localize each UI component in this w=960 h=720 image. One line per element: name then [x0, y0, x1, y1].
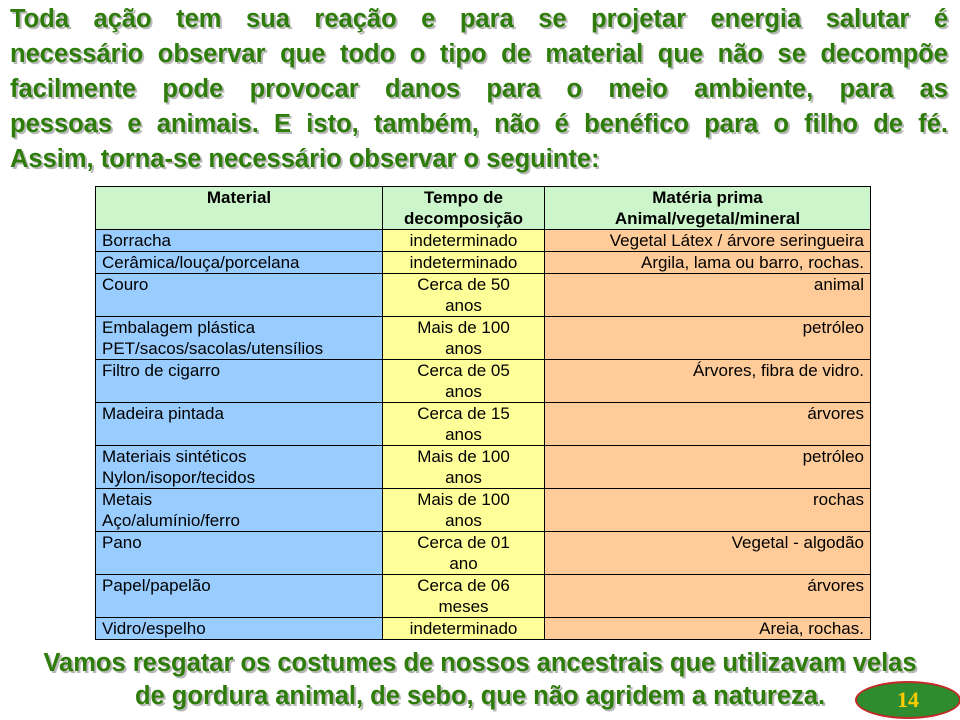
table-row [96, 317, 871, 360]
intro-paragraph [10, 2, 948, 177]
cell-tempo: indeterminado [383, 230, 545, 252]
table-row [96, 403, 871, 446]
table-row [96, 230, 871, 252]
cell-materia-prima: petróleo [545, 446, 871, 489]
table-row [96, 252, 871, 274]
cell-material: Materiais sintéticos Nylon/isopor/tecidos [96, 446, 383, 489]
cell-tempo: Cerca de 50 anos [383, 274, 545, 317]
intro-line: facilmente pode provocar danos para o meio ambiente, para as [10, 75, 948, 103]
cell-materia-prima: árvores [545, 403, 871, 446]
cell-material: Papel/papelão [96, 575, 383, 618]
cell-materia-prima: rochas [545, 489, 871, 532]
cell-materia-prima: árvores [545, 575, 871, 618]
cell-material: Borracha [96, 230, 383, 252]
cell-materia-prima: petróleo [545, 317, 871, 360]
closing-line-1: Vamos resgatar os costumes de nossos ancestrais que utilizavam velas [43, 649, 917, 677]
closing-paragraph [0, 647, 960, 713]
cell-materia-prima: Areia, rochas. [545, 618, 871, 640]
header-material: Material [96, 187, 383, 230]
cell-material: Cerâmica/louça/porcelana [96, 252, 383, 274]
cell-materia-prima: Árvores, fibra de vidro. [545, 360, 871, 403]
cell-tempo: Mais de 100 anos [383, 317, 545, 360]
table-row [96, 274, 871, 317]
cell-materia-prima: Argila, lama ou barro, rochas. [545, 252, 871, 274]
table-row [96, 618, 871, 640]
table-header-row [96, 187, 871, 230]
cell-materia-prima: animal [545, 274, 871, 317]
table-row [96, 575, 871, 618]
cell-materia-prima: Vegetal - algodão [545, 532, 871, 575]
intro-line: pessoas e animais. E isto, também, não é benéfico para o filho de fé. [10, 110, 948, 138]
cell-material: Pano [96, 532, 383, 575]
cell-tempo: indeterminado [383, 252, 545, 274]
cell-material: Filtro de cigarro [96, 360, 383, 403]
cell-tempo: indeterminado [383, 618, 545, 640]
table-row [96, 489, 871, 532]
cell-tempo: Mais de 100 anos [383, 446, 545, 489]
header-tempo: Tempo de decomposição [383, 187, 545, 230]
intro-line: Assim, torna-se necessário observar o seguinte: [10, 145, 600, 173]
intro-line: necessário observar que todo o tipo de material que não se decompõe [10, 40, 948, 68]
cell-material: Embalagem plástica PET/sacos/sacolas/utensílios [96, 317, 383, 360]
table-row [96, 532, 871, 575]
intro-line: Toda ação tem sua reação e para se projetar energia salutar é [10, 5, 948, 33]
cell-material: Madeira pintada [96, 403, 383, 446]
cell-material: Couro [96, 274, 383, 317]
cell-tempo: Cerca de 01 ano [383, 532, 545, 575]
cell-tempo: Cerca de 15 anos [383, 403, 545, 446]
cell-material: Vidro/espelho [96, 618, 383, 640]
page-number: 14 [897, 687, 919, 712]
decomposition-table [95, 186, 871, 640]
header-materia-prima: Matéria prima Animal/vegetal/mineral [545, 187, 871, 230]
cell-tempo: Mais de 100 anos [383, 489, 545, 532]
cell-materia-prima: Vegetal Látex / árvore seringueira [545, 230, 871, 252]
closing-line-2: de gordura animal, de sebo, que não agridem a natureza. [134, 682, 826, 710]
cell-tempo: Cerca de 06 meses [383, 575, 545, 618]
table-row [96, 446, 871, 489]
cell-tempo: Cerca de 05 anos [383, 360, 545, 403]
table-row [96, 360, 871, 403]
page-number-badge [855, 681, 960, 719]
cell-material: Metais Aço/alumínio/ferro [96, 489, 383, 532]
